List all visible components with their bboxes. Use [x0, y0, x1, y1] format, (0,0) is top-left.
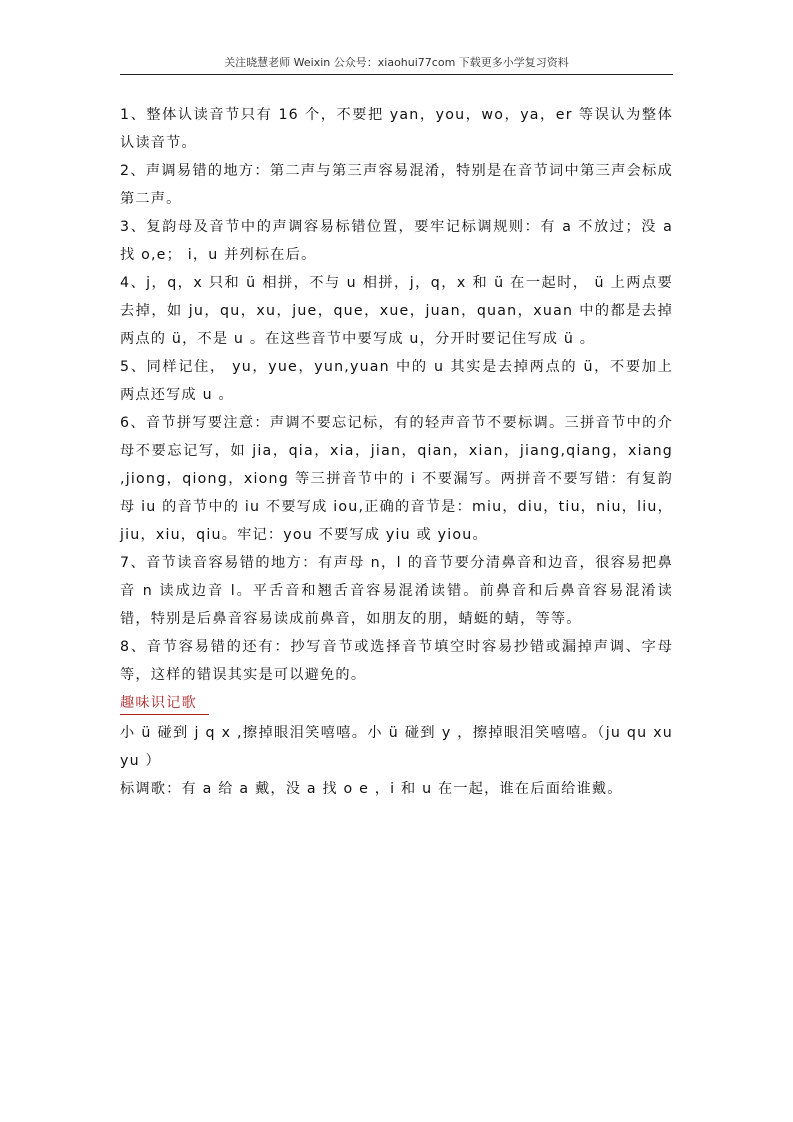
document-body: [120, 101, 673, 803]
rule-paragraph-7: 7、音节读音容易错的地方：有声母 n，l 的音节要分清鼻音和边音，很容易把鼻音 n 读成边音 l。平舌音和翘舌音容易混淆读错。前鼻音和后鼻音容易混淆读错，特别是后鼻音容易读成前鼻音，如朋友的朋，蜻蜓的蜻，等等。: [120, 555, 673, 627]
rule-paragraph-6: 6、音节拼写要注意：声调不要忘记标，有的轻声音节不要标调。三拼音节中的介母不要忘记写，如 jia，qia，xia，jian，qian，xian，jiang,qiang，xiang ,jiong，qiong，xiong 等三拼音节中的 i 不要漏写。两拼音不要写错：有复韵母 iu 的音节中的 iu 不要写成 iou,正确的音节是：miu，diu，tiu，niu，liu，jiu，xiu，qiu。牢记：you 不要写成 yiu 或 yiou。: [120, 415, 673, 543]
page-header: 关注晓慧老师 Weixin 公众号：xiaohui77com 下载更多小学复习资料: [120, 56, 673, 75]
rule-paragraph-8: 8、音节容易错的还有：抄写音节或选择音节填空时容易抄错或漏掉声调、字母等，这样的错误其实是可以避免的。: [120, 639, 673, 683]
mnemonic-line-2: 标调歌：有 a 给 a 戴，没 a 找 o e ，i 和 u 在一起，谁在后面给谁戴。: [120, 781, 623, 797]
rule-paragraph-5: 5、同样记住， yu，yue，yun,yuan 中的 u 其实是去掉两点的 ü，不要加上两点还写成 u 。: [120, 359, 673, 403]
rule-paragraph-1: 1、整体认读音节只有 16 个，不要把 yan，you，wo，ya，er 等误认为整体认读音节。: [120, 107, 673, 151]
section-title: 趣味识记歌: [120, 692, 209, 715]
mnemonic-line-1: 小 ü 碰到 j q x ,擦掉眼泪笑嘻嘻。小 ü 碰到 y ，擦掉眼泪笑嘻嘻。（ju qu xu yu ）: [120, 725, 673, 769]
rule-paragraph-4: 4、j，q，x 只和 ü 相拼，不与 u 相拼，j，q，x 和 ü 在一起时， ü 上两点要去掉，如 ju，qu，xu，jue，que，xue，juan，quan，xuan 中的都是去掉两点的 ü，不是 u 。在这些音节中要写成 u，分开时要记住写成 ü 。: [120, 275, 673, 347]
rule-paragraph-3: 3、复韵母及音节中的声调容易标错位置，要牢记标调规则：有 a 不放过；没 a 找 o,e； i，u 并列标在后。: [120, 219, 673, 263]
rule-paragraph-2: 2、声调易错的地方：第二声与第三声容易混淆，特别是在音节词中第三声会标成第二声。: [120, 163, 673, 207]
